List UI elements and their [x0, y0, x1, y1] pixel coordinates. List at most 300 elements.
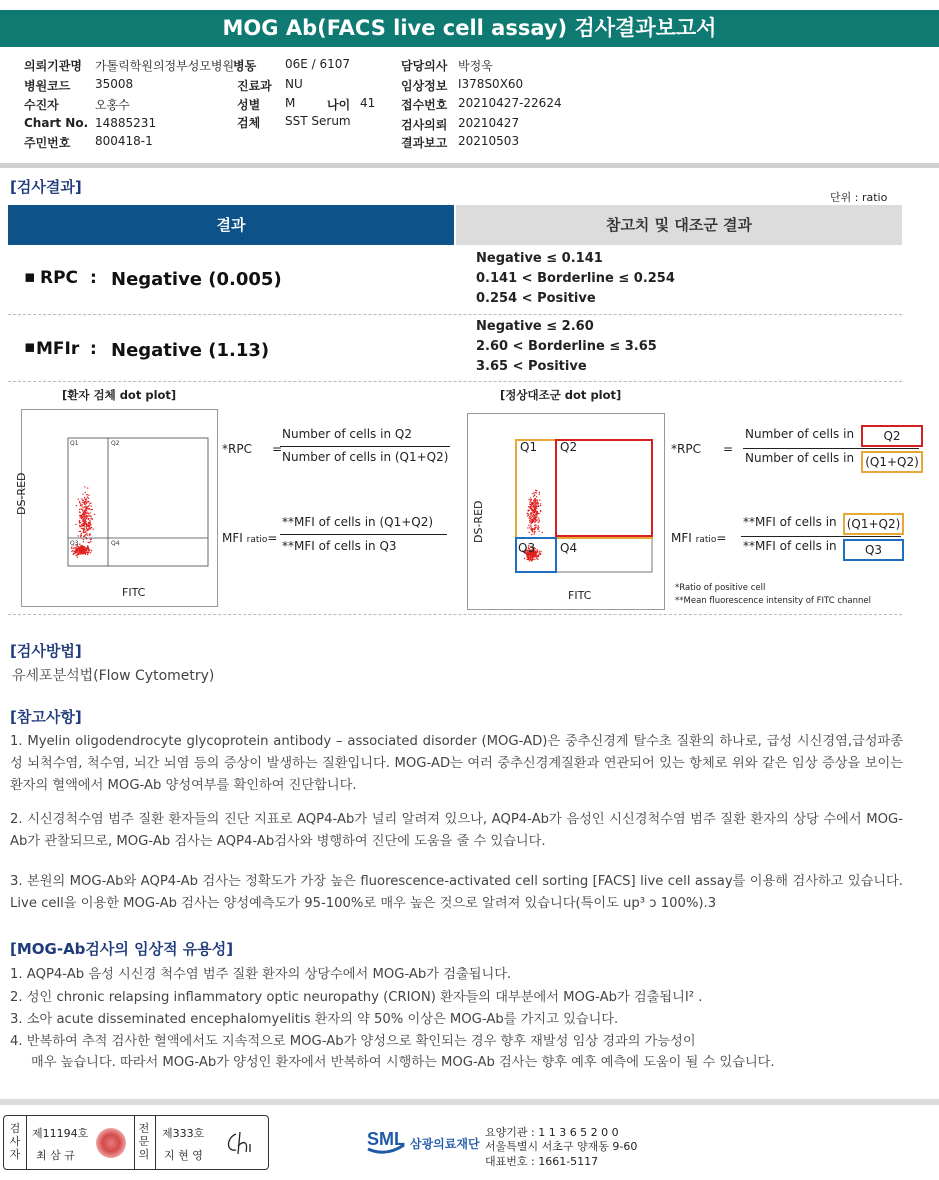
examiner-label: [9, 1122, 21, 1161]
org-name: 삼광의료재단: [410, 1137, 480, 1151]
dot: [539, 550, 540, 551]
dot: [538, 556, 539, 557]
dot: [540, 505, 541, 506]
dot: [530, 515, 531, 516]
specialist-label: [138, 1122, 150, 1161]
dot: [79, 531, 80, 532]
dot: [86, 538, 87, 539]
patient-plot-svg: [22, 410, 217, 606]
dot: [538, 529, 539, 530]
dot: [530, 525, 531, 526]
dot: [79, 544, 80, 545]
dot: [528, 506, 529, 507]
dot: [86, 503, 87, 504]
dot: [534, 501, 535, 502]
dot: [85, 518, 86, 519]
patient-mfi-numerator: **MFI of cells in (Q1+Q2): [282, 515, 434, 529]
dot: [529, 559, 530, 560]
dot: [80, 508, 81, 509]
dot: [539, 499, 540, 500]
dot: [535, 510, 536, 511]
dot: [533, 512, 534, 513]
dot: [83, 541, 84, 542]
ward-value: 06E / 6107: [285, 57, 351, 71]
dot: [88, 528, 89, 529]
dot: [80, 503, 81, 504]
dot: [538, 525, 539, 526]
dot: [535, 492, 536, 493]
dot: [85, 521, 86, 522]
dot: [82, 519, 83, 520]
dot: [88, 513, 89, 514]
dot: [77, 548, 78, 549]
clinical-title: [MOG-Ab검사의 임상적 유용성]: [10, 940, 234, 958]
dot: [530, 504, 531, 505]
dot: [88, 501, 89, 502]
dot: [90, 552, 91, 553]
mfir-ref-positive: 3.65 < Positive: [476, 359, 587, 374]
method-text: 유세포분석법(Flow Cytometry): [12, 668, 215, 684]
dot: [532, 493, 533, 494]
control-rpc-den-text: Number of cells in: [745, 451, 855, 465]
dot: [89, 549, 90, 550]
dot: [82, 552, 83, 553]
rpc-result: Negative (0.005): [111, 269, 282, 290]
dot: [536, 490, 537, 491]
dot: [536, 556, 537, 557]
dot: [82, 516, 83, 517]
dot: [87, 487, 88, 488]
dot: [79, 502, 80, 503]
dot: [80, 516, 81, 517]
mfir-name: MFIr: [36, 339, 80, 359]
dot: [91, 527, 92, 528]
dot: [528, 525, 529, 526]
dot: [538, 527, 539, 528]
dot: [542, 532, 543, 533]
address: 서울특별시 서초구 양재동 9-60: [485, 1140, 638, 1153]
dot: [84, 512, 85, 513]
unit-label: 단위 : ratio: [830, 191, 888, 204]
dot: [538, 517, 539, 518]
specialist-label-char: 의: [138, 1148, 150, 1161]
dot: [83, 502, 84, 503]
dot: [91, 505, 92, 506]
mfi-eq: =: [267, 531, 278, 545]
receipt-value: 20210427-22624: [458, 96, 562, 110]
dot: [534, 519, 535, 520]
dot: [84, 520, 85, 521]
mfir-colon: :: [90, 339, 97, 359]
dot: [82, 514, 83, 515]
dot: [79, 547, 80, 548]
dot: [78, 554, 79, 555]
dept-value: NU: [285, 77, 303, 91]
dot: [84, 486, 85, 487]
divider: [0, 163, 939, 168]
q3-label: Q3: [70, 540, 79, 547]
hospital-code-value: 35008: [95, 77, 134, 91]
dot: [79, 520, 80, 521]
dot: [541, 551, 542, 552]
dot: [533, 500, 534, 501]
rpc-bullet: ▪: [24, 267, 36, 287]
examiner-name: 최 삼 규: [36, 1149, 75, 1162]
dot: [87, 534, 88, 535]
dot: [534, 559, 535, 560]
dot: [94, 514, 95, 515]
dot: [86, 525, 87, 526]
dot: [534, 504, 535, 505]
dot: [93, 529, 94, 530]
dot: [527, 559, 528, 560]
mfir-bullet: ▪: [24, 337, 36, 357]
clinical-item-1: 1. AQP4-Ab 음성 시신경 척수염 범주 질환 환자의 상당수에서 MOG-Ab가 검출됩니다.: [10, 967, 512, 982]
clinical-item-3: 3. 소아 acute disseminated encephalomyelitis 환자의 약 50% 이상은 MOG-Ab를 가지고 있습니다.: [10, 1012, 619, 1027]
dot: [79, 552, 80, 553]
doctor-label: 담당의사: [401, 59, 448, 73]
reference-header: 참고치 및 대조군 결과: [456, 205, 902, 245]
dot: [90, 521, 91, 522]
dot: [529, 501, 530, 502]
dot: [88, 506, 89, 507]
dot: [529, 527, 530, 528]
dot: [78, 535, 79, 536]
dot: [534, 525, 535, 526]
dot: [75, 552, 76, 553]
dot: [81, 549, 82, 550]
clinical-item-4: 4. 반복하여 추적 검사한 혈액에서도 지속적으로 MOG-Ab가 양성으로 확인되는 경우 향후 재발성 임상 경과의 가능성이: [10, 1034, 696, 1049]
report-date-value: 20210503: [458, 134, 520, 148]
dot: [535, 514, 536, 515]
control-mfi-num-text: **MFI of cells in: [743, 515, 837, 529]
dot: [540, 511, 541, 512]
dot: [90, 539, 91, 540]
dot: [84, 529, 85, 530]
request-label: 검사의뢰: [401, 118, 448, 132]
dot: [87, 526, 88, 527]
dot: [531, 520, 532, 521]
dot: [534, 531, 535, 532]
dot: [533, 510, 534, 511]
rpc-ref-borderline: 0.141 < Borderline ≤ 0.254: [476, 271, 675, 286]
dot: [79, 525, 80, 526]
dot: [84, 504, 85, 505]
dot: [532, 559, 533, 560]
rpc-colon: :: [90, 268, 97, 288]
control-x-label: FITC: [568, 589, 592, 602]
mfir-result: Negative (1.13): [111, 340, 270, 361]
dot: [81, 524, 82, 525]
mfir-ref-borderline: 2.60 < Borderline ≤ 3.65: [476, 339, 657, 354]
clinical-item-4-cont: 매우 높습니다. 따라서 MOG-Ab가 양성인 환자에서 반복하여 시행하는 MOG-Ab 검사는 향후 예후 예측에 도움이 될 수 있습니다.: [10, 1055, 775, 1070]
dot: [85, 506, 86, 507]
dot: [531, 523, 532, 524]
dot: [83, 523, 84, 524]
dot: [85, 516, 86, 517]
dot: [83, 515, 84, 516]
dot: [78, 499, 79, 500]
report-date-label: 결과보고: [401, 136, 448, 150]
dot: [539, 519, 540, 520]
dot: [89, 515, 90, 516]
examiner-label-char: 사: [9, 1135, 21, 1148]
examinee-value: 오홍수: [95, 98, 130, 112]
dot: [535, 506, 536, 507]
sex-label: 성별: [237, 98, 261, 112]
dot: [75, 524, 76, 525]
divider: [155, 1116, 156, 1169]
patient-info: [0, 0, 939, 160]
report-title: MOG Ab(FACS live cell assay) 검사결과보고서: [0, 10, 939, 47]
dot: [87, 512, 88, 513]
rpc-ref-negative: Negative ≤ 0.141: [476, 251, 603, 266]
footnote-rpc: *Ratio of positive cell: [675, 583, 766, 593]
footnote-mfi: **Mean fluorescence intensity of FITC channel: [675, 596, 871, 606]
dot: [530, 526, 531, 527]
dot: [92, 518, 93, 519]
dot: [88, 518, 89, 519]
institution-code: 요양기관 : 1 1 3 6 5 2 0 0: [485, 1126, 619, 1139]
dot: [528, 514, 529, 515]
rpc-ref-positive: 0.254 < Positive: [476, 291, 596, 306]
dept-label: 진료과: [237, 79, 272, 93]
dot: [82, 546, 83, 547]
dot: [90, 509, 91, 510]
request-value: 20210427: [458, 116, 520, 130]
dot: [73, 548, 74, 549]
patient-dots: [71, 486, 95, 558]
id-value: 800418-1: [95, 134, 153, 148]
dot: [73, 554, 74, 555]
dot: [85, 492, 86, 493]
specialist-label-char: 문: [138, 1135, 150, 1148]
fraction-line: [280, 446, 450, 447]
dot: [539, 521, 540, 522]
q2-box: Q2: [861, 425, 923, 447]
dot: [84, 518, 85, 519]
dot: [537, 549, 538, 550]
dot: [85, 534, 86, 535]
dot: [536, 496, 537, 497]
dot: [532, 531, 533, 532]
specialist-name: 지 현 영: [164, 1149, 203, 1162]
dot: [532, 502, 533, 503]
chart-no-value: 14885231: [95, 116, 157, 130]
dot: [81, 504, 82, 505]
dot: [531, 534, 532, 535]
dot: [528, 532, 529, 533]
q3-box: Q3: [843, 539, 904, 561]
age-label: 나이: [327, 98, 351, 112]
mfi-text: MFI: [671, 531, 692, 545]
control-mfi-den-text: **MFI of cells in: [743, 539, 837, 553]
dot: [79, 509, 80, 510]
mfi-text: MFI: [222, 531, 243, 545]
dot: [86, 548, 87, 549]
sml-logo-icon: [364, 1123, 408, 1157]
q2-label: Q2: [111, 440, 120, 447]
note-paragraph-3: 3. 본원의 MOG-Ab와 AQP4-Ab 검사는 정확도가 가장 높은 fluorescence-activated cell sorting [FACS] live cell assay를 이용해 검사하고 있습니다. Live cell을 이용한 MOG-Ab 검사는 양성예측도가 95-100%로 매우 높은 것으로 알려져 있습니다(특이도 up³ ɔ 100%).3: [10, 874, 903, 911]
chart-no-label: Chart No.: [24, 116, 89, 130]
patient-mfi-denominator: **MFI of cells in Q3: [282, 539, 397, 553]
dot: [527, 513, 528, 514]
dot: [89, 508, 90, 509]
dot: [528, 499, 529, 500]
dot: [534, 534, 535, 535]
ward-label: 병동: [233, 59, 257, 73]
dot: [80, 505, 81, 506]
dot: [85, 526, 86, 527]
dot: [530, 507, 531, 508]
dot: [537, 502, 538, 503]
dot: [86, 552, 87, 553]
dot: [84, 514, 85, 515]
dot: [71, 551, 72, 552]
method-title: [검사방법]: [10, 642, 82, 660]
id-label: 주민번호: [24, 136, 71, 150]
dot: [527, 527, 528, 528]
patient-dot-plot: [21, 409, 218, 607]
control-plot-caption: [정상대조군 dot plot]: [500, 388, 622, 402]
specimen-value: SST Serum: [285, 114, 351, 128]
dot: [84, 547, 85, 548]
dot: [77, 557, 78, 558]
dot: [85, 507, 86, 508]
control-rpc-num-text: Number of cells in: [745, 427, 855, 441]
dot: [81, 506, 82, 507]
control-y-label: DS-RED: [472, 500, 485, 543]
dot: [76, 505, 77, 506]
specialist-label-char: 전: [138, 1122, 150, 1135]
control-mfi-label: [671, 531, 726, 545]
doctor-value: 박정욱: [458, 59, 493, 73]
dot: [84, 509, 85, 510]
dot: [89, 525, 90, 526]
dot: [536, 508, 537, 509]
dot: [79, 517, 80, 518]
dot: [524, 558, 525, 559]
dot: [534, 529, 535, 530]
dot: [538, 513, 539, 514]
dot: [84, 497, 85, 498]
dot: [533, 496, 534, 497]
sex-value: M: [285, 96, 296, 110]
patient-x-label: FITC: [122, 586, 146, 599]
patient-rpc-numerator: Number of cells in Q2: [282, 427, 412, 441]
dot: [537, 506, 538, 507]
phone: 대표번호 : 1661-5117: [485, 1155, 599, 1168]
results-section-title: [검사결과]: [10, 178, 82, 196]
fraction-line: [280, 534, 447, 535]
dot: [79, 501, 80, 502]
specialist-license: 제333호: [162, 1127, 205, 1140]
dot: [540, 503, 541, 504]
dot: [81, 498, 82, 499]
dot: [529, 520, 530, 521]
dot: [77, 550, 78, 551]
dot: [539, 531, 540, 532]
dot: [530, 513, 531, 514]
dot: [88, 548, 89, 549]
dot: [89, 550, 90, 551]
dot: [76, 554, 77, 555]
dot: [531, 517, 532, 518]
clinical-item-2: 2. 성인 chronic relapsing inflammatory optic neuropathy (CRION) 환자들의 대부분에서 MOG-Ab가 검출됩니I² .: [10, 990, 703, 1005]
q4-label: Q4: [111, 540, 120, 547]
dot: [536, 520, 537, 521]
patient-plot-caption: [환자 검체 dot plot]: [62, 388, 177, 402]
dot: [82, 502, 83, 503]
fraction-line: [743, 448, 919, 449]
dot: [83, 528, 84, 529]
dot: [83, 539, 84, 540]
dot: [534, 521, 535, 522]
result-header: 결과: [8, 205, 454, 245]
dot: [535, 527, 536, 528]
logo-text: SML: [367, 1129, 405, 1149]
q1q2-box: (Q1+Q2): [861, 451, 923, 473]
dot: [87, 496, 88, 497]
dot: [90, 518, 91, 519]
divider: [26, 1116, 27, 1169]
mfi-eq: =: [716, 531, 727, 545]
dot: [87, 515, 88, 516]
dot: [89, 520, 90, 521]
dot: [529, 510, 530, 511]
dot: [85, 499, 86, 500]
dot: [83, 512, 84, 513]
dot: [539, 492, 540, 493]
clinical-info-value: I378S0X60: [458, 77, 524, 91]
control-q3-label: Q3: [518, 541, 536, 555]
dot: [80, 531, 81, 532]
dot: [88, 522, 89, 523]
dot: [538, 522, 539, 523]
note-paragraph-1: 1. Myelin oligodendrocyte glycoprotein antibody – associated disorder (MOG-AD)은 중추신경계 탈수초 질환의 하나로, 급성 시신경염,급성파종성 뇌척수염, 척수염, 뇌간 뇌염 등의 증상이 발생하는 질환입니다. MOG-AD는 여러 중추신경계질환과 연관되어 있는 항체로 위와 같은 임상 증상을 보이는 환자의 혈액에서 MOG-Ab 양성여부를 확인하여 진단합니다.: [10, 734, 903, 793]
mfi-sub: ratio: [246, 535, 268, 545]
dot: [531, 560, 532, 561]
dot: [90, 541, 91, 542]
dot: [83, 530, 84, 531]
dot: [90, 515, 91, 516]
q1-label: Q1: [70, 440, 79, 447]
dot: [533, 492, 534, 493]
dot: [89, 503, 90, 504]
dot: [88, 495, 89, 496]
dot: [530, 529, 531, 530]
dot: [86, 533, 87, 534]
dot: [536, 527, 537, 528]
dot: [531, 502, 532, 503]
dot: [90, 524, 91, 525]
dot: [75, 547, 76, 548]
dot: [531, 514, 532, 515]
dot: [536, 558, 537, 559]
control-rpc-eq: =: [723, 442, 734, 456]
dot: [84, 548, 85, 549]
dot: [81, 545, 82, 546]
dot: [75, 549, 76, 550]
q2-gate: [556, 440, 652, 536]
dot: [538, 506, 539, 507]
dot: [529, 560, 530, 561]
examiner-label-char: 자: [9, 1148, 21, 1161]
dot: [88, 542, 89, 543]
q1q2-box: (Q1+Q2): [843, 513, 904, 535]
seal-icon: [96, 1128, 126, 1158]
dot: [83, 500, 84, 501]
